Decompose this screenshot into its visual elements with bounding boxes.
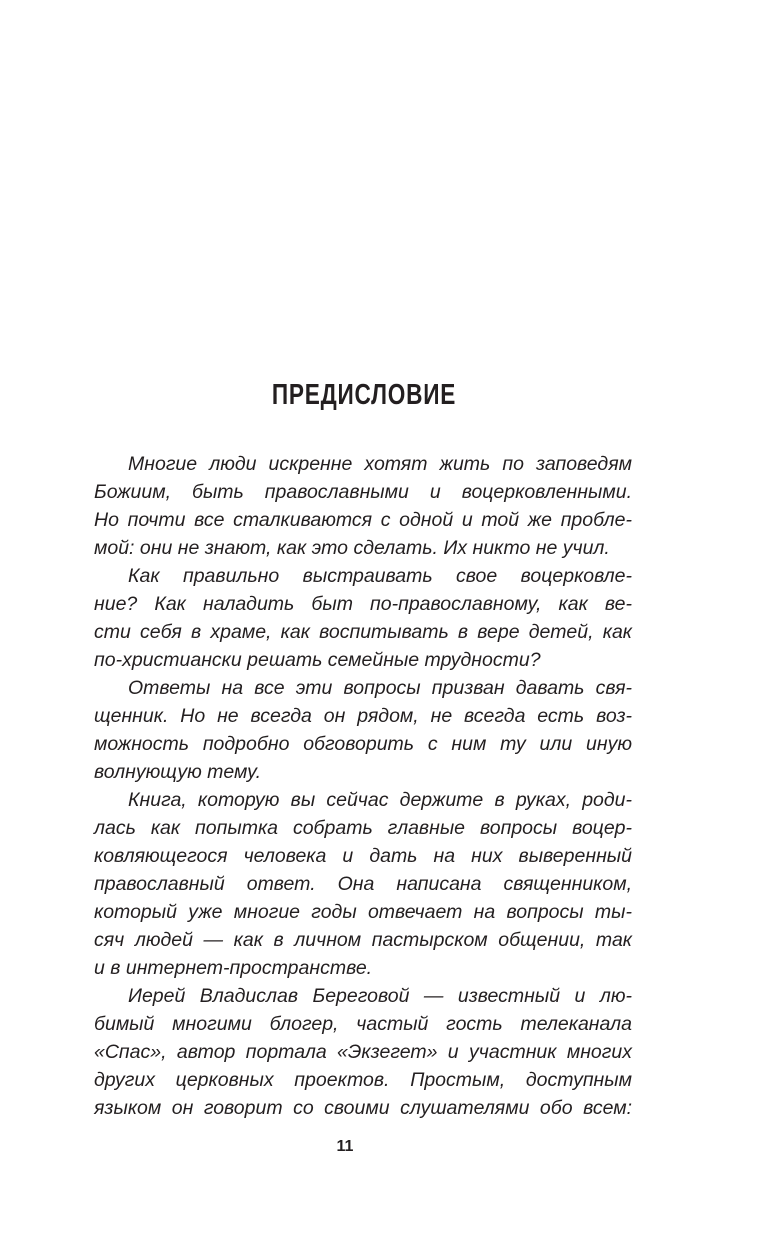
text-line: волнующую тему. <box>94 761 262 783</box>
text-line: мой: они не знают, как это сделать. Их никто не учил. <box>94 537 610 559</box>
text-line: Книга, которую вы сейчас держите в руках, роди- <box>128 789 632 811</box>
text-line: сяч людей — как в личном пастырском общении, так <box>94 929 632 951</box>
text-line: ковляющегося человека и дать на них выверенный <box>94 845 632 867</box>
text-line: который уже многие годы отвечает на вопросы ты- <box>94 901 632 923</box>
text-line: Как правильно выстраивать свое воцерковле- <box>128 565 632 587</box>
text-line: бимый многими блогер, частый гость телеканала <box>94 1013 632 1035</box>
text-line: «Спас», автор портала «Экзегет» и участник многих <box>94 1041 632 1063</box>
text-line: щенник. Но не всегда он рядом, не всегда есть воз- <box>94 705 632 727</box>
text-line: лась как попытка собрать главные вопросы воцер- <box>94 817 632 839</box>
body-text <box>94 450 632 1122</box>
text-line: других церковных проектов. Простым, доступным <box>94 1069 632 1091</box>
text-line: Но почти все сталкиваются с одной и той же пробле- <box>94 509 632 531</box>
text-line: православный ответ. Она написана священником, <box>94 873 632 895</box>
chapter-title: ПРЕДИСЛОВИЕ <box>271 379 457 412</box>
text-line: и в интернет-пространстве. <box>94 957 373 979</box>
text-line: Иерей Владислав Береговой — известный и лю- <box>128 985 632 1007</box>
text-line: можность подробно обговорить с ним ту или иную <box>94 733 632 755</box>
text-line: Многие люди искренне хотят жить по заповедям <box>128 453 632 475</box>
text-line: ние? Как наладить быт по-православному, как ве- <box>94 593 632 615</box>
text-line: Ответы на все эти вопросы призван давать свя- <box>128 677 632 699</box>
page-number: 11 <box>336 1138 354 1155</box>
text-line: по-христиански решать семейные трудности? <box>94 649 541 671</box>
text-line: Божиим, быть православными и воцерковленными. <box>94 481 632 503</box>
text-line: сти себя в храме, как воспитывать в вере детей, как <box>94 621 632 643</box>
text-line: языком он говорит со своими слушателями обо всем: <box>94 1097 632 1119</box>
